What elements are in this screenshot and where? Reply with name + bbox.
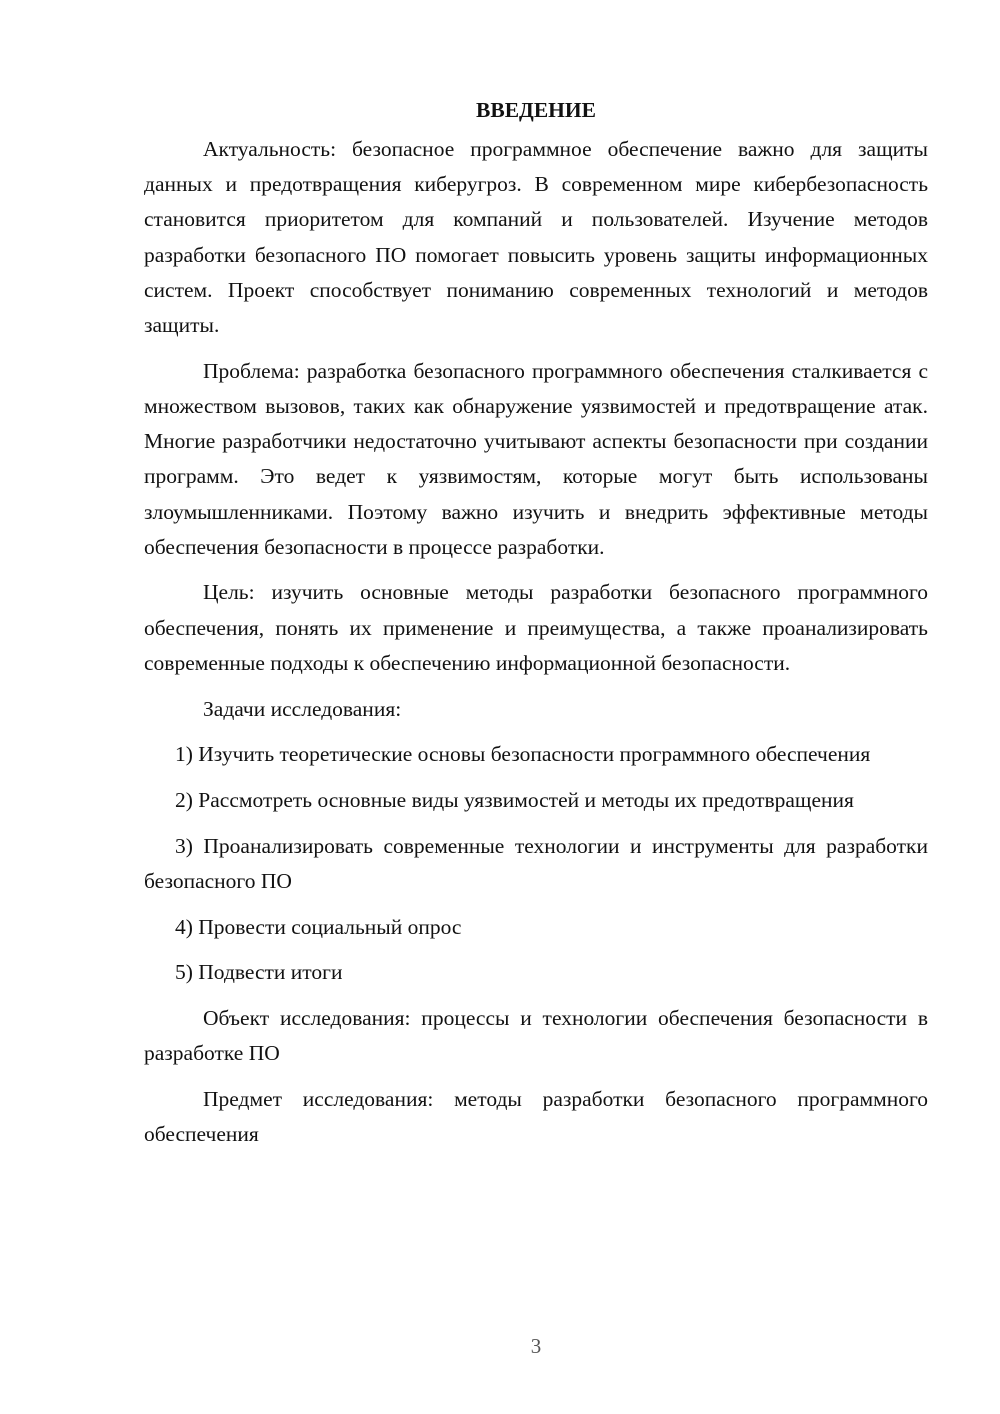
task-item-5: 5) Подвести итоги xyxy=(175,960,343,985)
goal-paragraph: Цель: изучить основные методы разработки безопасного программного обеспечения, понять их применение и преимущества, а также проанализировать современные подходы к обеспечению информационной безопасности. xyxy=(144,580,928,675)
section-title: ВВЕДЕНИЕ xyxy=(476,98,596,122)
relevance-paragraph: Актуальность: безопасное программное обеспечение важно для защиты данных и предотвращения киберугроз. В современном мире кибербезопасность становится приоритетом для компаний и пользователей. Изучение методов разработки безопасного ПО помогает повысить уровень защиты информационных систем. Проект способствует пониманию современных технологий и методов защиты. xyxy=(144,137,928,338)
task-item-3: 3) Проанализировать современные технологии и инструменты для разработки безопасного ПО xyxy=(144,833,928,893)
page-content xyxy=(144,92,928,1163)
task-item-1: 1) Изучить теоретические основы безопасности программного обеспечения xyxy=(175,742,871,767)
object-paragraph: Объект исследования: процессы и технологии обеспечения безопасности в разработке ПО xyxy=(144,1005,928,1066)
task-item-2: 2) Рассмотреть основные виды уязвимостей и методы их предотвращения xyxy=(175,787,854,812)
problem-paragraph: Проблема: разработка безопасного программного обеспечения сталкивается с множеством вызовов, таких как обнаружение уязвимостей и предотвращение атак. Многие разработчики недостаточно учитывают аспекты безопасности при создании программ. Это ведет к уязвимостям, которые могут быть использованы злоумышленниками. Поэтому важно изучить и внедрить эффективные методы обеспечения безопасности в процессе разработки. xyxy=(144,358,928,559)
tasks-heading: Задачи исследования: xyxy=(203,696,402,721)
subject-paragraph: Предмет исследования: методы разработки безопасного программного обеспечения xyxy=(144,1086,928,1147)
task-item-4: 4) Провести социальный опрос xyxy=(175,914,462,939)
page-number: 3 xyxy=(530,1334,542,1358)
